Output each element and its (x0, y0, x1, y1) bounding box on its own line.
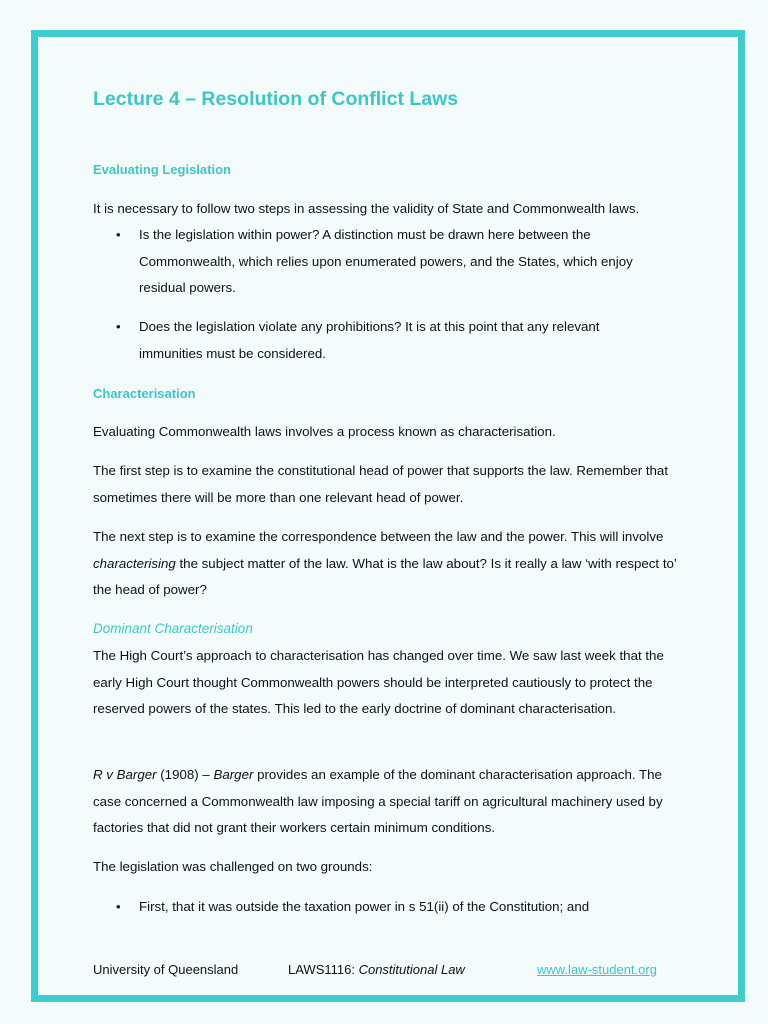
footer-university: University of Queensland (93, 962, 239, 977)
list-item-text: Is the legislation within power? A distinction must be drawn here between the Commonwealth, which relies upon enumerated powers, and the States, which enjoy residual powers. (139, 227, 633, 295)
paragraph-characterisation-3 (93, 524, 683, 604)
bullet-icon: • (116, 319, 121, 334)
footer-course (288, 962, 465, 977)
course-name: Constitutional Law (358, 962, 465, 977)
list-item (116, 314, 666, 367)
paragraph-grounds: The legislation was challenged on two grounds: (93, 859, 373, 874)
course-code: LAWS1116: (288, 962, 359, 977)
case-short-name: Barger (213, 767, 254, 782)
case-year: (1908) – (156, 767, 214, 782)
page-title: Lecture 4 – Resolution of Conflict Laws (93, 88, 459, 110)
bullet-icon: • (116, 899, 121, 914)
list-item (116, 894, 666, 921)
paragraph-characterisation-1: Evaluating Commonwealth laws involves a process known as characterisation. (93, 424, 556, 439)
paragraph-characterisation-2: The first step is to examine the constitutional head of power that supports the law. Remember that sometimes there will be more than one relevant head of power. (93, 463, 669, 505)
paragraph-barger (93, 762, 683, 842)
paragraph-text: the subject matter of the law. What is the law about? Is it really a law ‘with respect to’ the head of power? (93, 555, 677, 597)
paragraph-text: provides an example of the dominant characterisation approach. The case concerned a Commonwealth law imposing a special tariff on agricultural machinery used by factories that did not grant their workers certain minimum conditions. (93, 767, 663, 835)
list-item (116, 222, 666, 302)
list-item-text: First, that it was outside the taxation power in s 51(ii) of the Constitution; and (139, 899, 590, 914)
paragraph-dominant-1: The High Court’s approach to characterisation has changed over time. We saw last week that the early High Court thought Commonwealth powers should be interpreted cautiously to protect the reserved powers of the states. This led to the early doctrine of dominant characterisation. (93, 648, 664, 716)
section-heading-characterisation: Characterisation (93, 386, 196, 401)
list-item-text: Does the legislation violate any prohibitions? It is at this point that any relevant immunities must be considered. (139, 319, 600, 361)
subsection-heading-dominant: Dominant Characterisation (93, 621, 253, 636)
footer-website-link[interactable]: www.law-student.org (537, 962, 657, 977)
paragraph-text: The next step is to examine the correspondence between the law and the power. This will involve (93, 529, 664, 544)
emphasis-text: characterising (93, 555, 176, 571)
case-name: R v Barger (93, 767, 157, 782)
section-heading-evaluating: Evaluating Legislation (93, 162, 231, 177)
paragraph-evaluating-intro: It is necessary to follow two steps in assessing the validity of State and Commonwealth laws. (93, 201, 640, 216)
bullet-icon: • (116, 227, 121, 242)
